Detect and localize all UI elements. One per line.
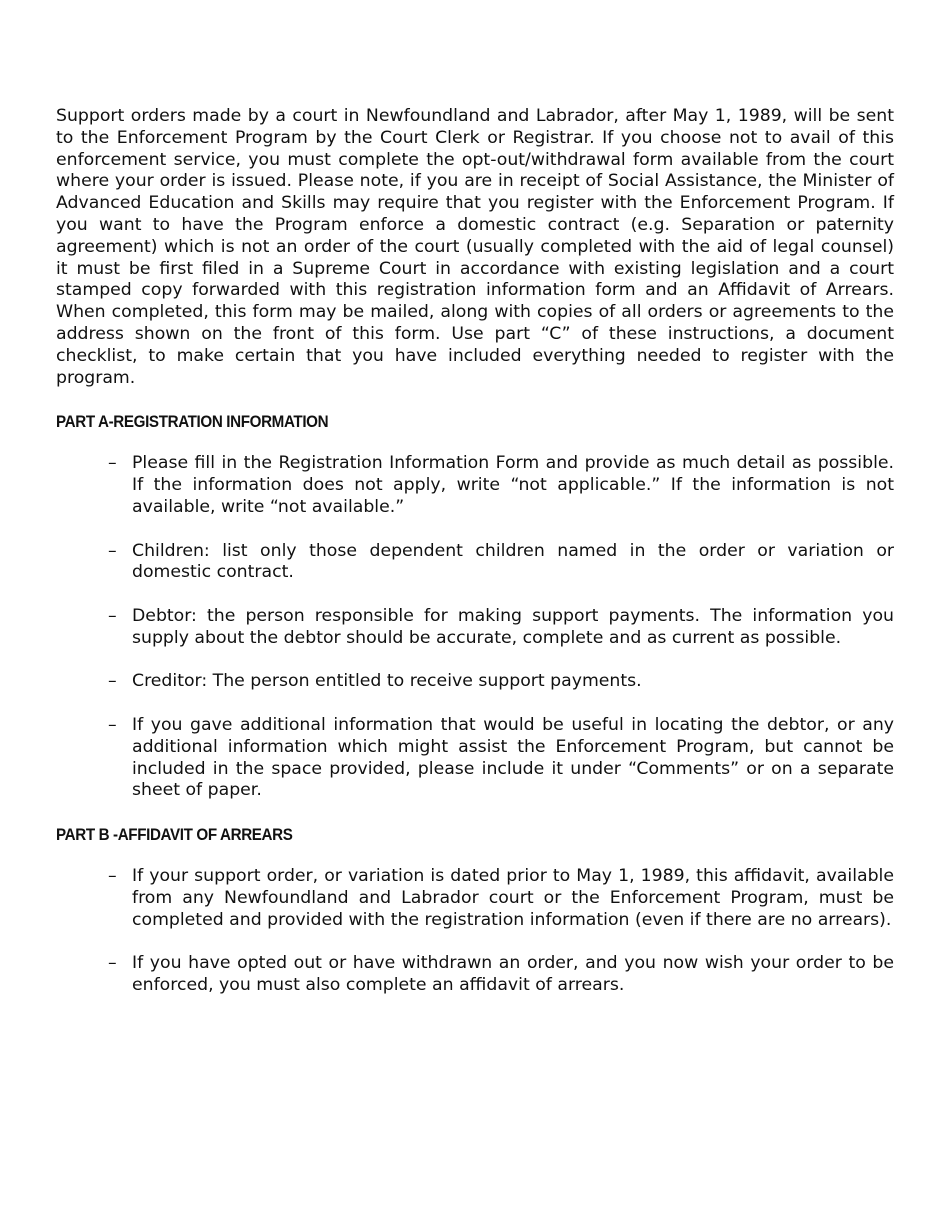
part-a-item-registration-form bbox=[56, 453, 894, 518]
list-item-text: Debtor: the person responsible for making support payments. The information you supply about the debtor should be accurate, complete and as current as possible. bbox=[132, 605, 894, 648]
list-item-text: If you have opted out or have withdrawn an order, and you now wish your order to be enforced, you must also complete an affidavit of arrears. bbox=[132, 953, 894, 996]
bullet-dash: – bbox=[108, 953, 117, 974]
list-item-text: If your support order, or variation is dated prior to May 1, 1989, this affidavit, available from any Newfoundland and Labrador court or the Enforcement Program, must be completed and provided with the registration information (even if there are no arrears). bbox=[132, 866, 894, 930]
part-a-list bbox=[56, 453, 894, 802]
bullet-dash: – bbox=[108, 671, 117, 692]
part-a-item-additional-info bbox=[56, 715, 894, 802]
bullet-dash: – bbox=[108, 605, 117, 626]
bullet-dash: – bbox=[108, 453, 117, 474]
list-item-text: If you gave additional information that would be useful in locating the debtor, or any additional information which might assist the Enforcement Program, but cannot be included in the space provided, please include it under “Comments” or on a separate sheet of paper. bbox=[132, 714, 894, 801]
list-item-text: Please fill in the Registration Information Form and provide as much detail as possible. If the information does not apply, write “not applicable.” If the information is not available, write “not available.” bbox=[132, 453, 894, 517]
part-a-item-creditor bbox=[56, 671, 894, 693]
bullet-dash: – bbox=[108, 714, 117, 735]
part-b-heading: PART B -AFFIDAVIT OF ARREARS bbox=[56, 826, 293, 845]
intro-paragraph: Support orders made by a court in Newfoundland and Labrador, after May 1, 1989, will be sent to the Enforcement Program by the Court Clerk or Registrar. If you choose not to avail of this enforcement service, you must complete the opt-out/withdrawal form available from the court where your order is issued. Please note, if you are in receipt of Social Assistance, the Minister of Advanced Education and Skills may require that you register with the Enforcement Program. If you want to have the Program enforce a domestic contract (e.g. Separation or paternity agreement) which is not an order of the court (usually completed with the aid of legal counsel) it must be first filed in a Supreme Court in accordance with existing legislation and a court stamped copy forwarded with this registration information form and an Affidavit of Arrears. When completed, this form may be mailed, along with copies of all orders or agreements to the address shown on the front of this form. Use part “C” of these instructions, a document checklist, to make certain that you have included everything needed to register with the program. bbox=[56, 106, 894, 388]
list-item-text: Creditor: The person entitled to receive support payments. bbox=[132, 671, 642, 692]
part-a-item-debtor bbox=[56, 606, 894, 650]
part-a-item-children bbox=[56, 541, 894, 585]
bullet-dash: – bbox=[108, 866, 117, 887]
part-b-item-opted-out bbox=[56, 953, 894, 997]
part-b-item-prior-order bbox=[56, 866, 894, 931]
part-b-list bbox=[56, 866, 894, 997]
part-a-heading: PART A-REGISTRATION INFORMATION bbox=[56, 413, 329, 432]
bullet-dash: – bbox=[108, 540, 117, 561]
document-page bbox=[56, 106, 894, 997]
list-item-text: Children: list only those dependent children named in the order or variation or domestic contract. bbox=[132, 540, 894, 583]
